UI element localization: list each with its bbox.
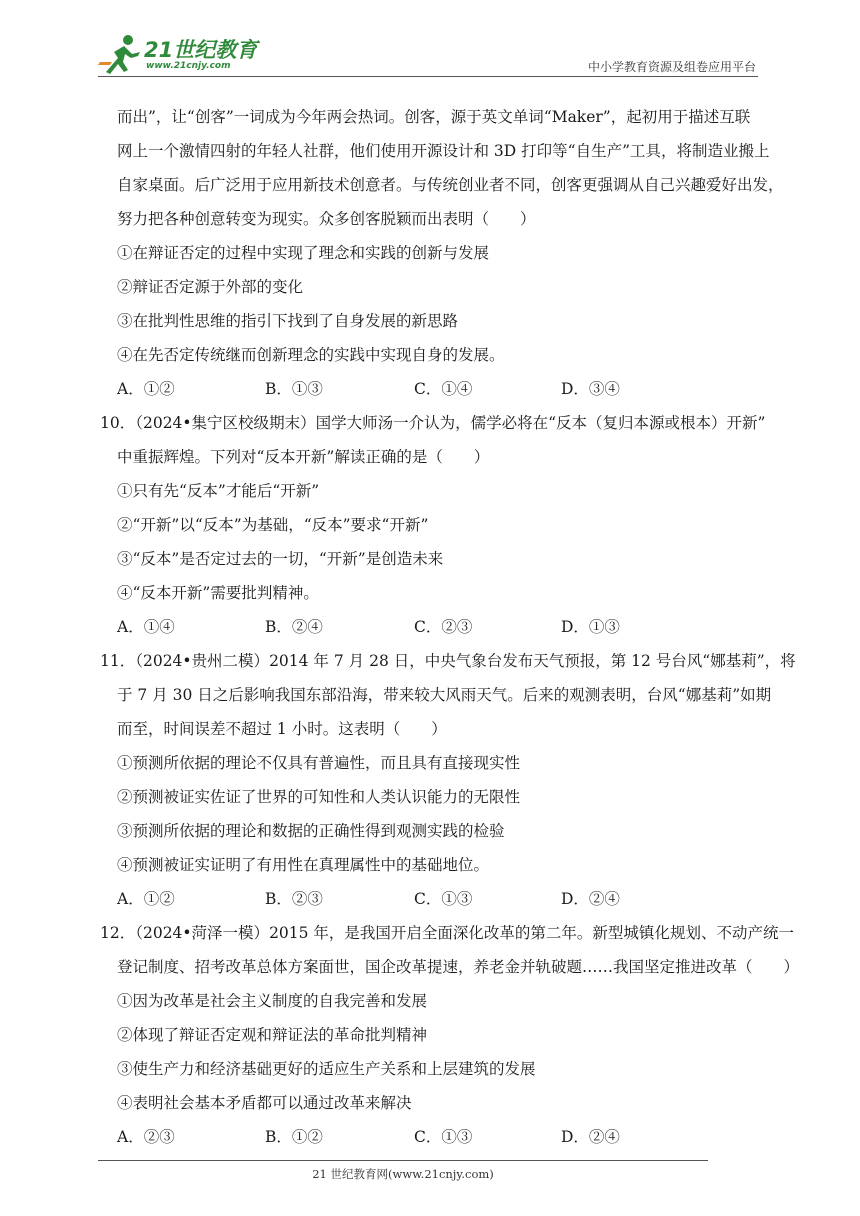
text-line: ④表明社会基本矛盾都可以通过改革来解决	[117, 1094, 412, 1112]
logo	[98, 32, 268, 76]
text-line: 自家桌面。后广泛用于应用新技术创意者。与传统创业者不同，创客更强调从自己兴趣爱好出发，	[117, 176, 784, 194]
answer-option-c: C．②③	[414, 618, 473, 636]
text-line: ②体现了辩证否定观和辩证法的革命批判精神	[117, 1026, 428, 1044]
answer-option-a: A．②③	[117, 1128, 175, 1146]
answer-option-a: A．①②	[117, 380, 175, 398]
answer-option-b: B．①③	[265, 380, 323, 398]
text-line: 登记制度、招考改革总体方案面世，国企改革提速，养老金并轨破题……我国坚定推进改革（ ）	[117, 958, 800, 976]
logo-text: 21世纪教育	[144, 38, 258, 62]
answer-option-a: A．①②	[117, 890, 175, 908]
text-line: 而出”，让“创客”一词成为今年两会热词。创客，源于英文单词“Maker”，起初用于描述互联	[117, 108, 751, 126]
text-line: ②“开新”以“反本”为基础，“反本”要求“开新”	[117, 516, 429, 534]
text-line: 而至，时间误差不超过 1 小时。这表明（ ）	[117, 720, 447, 738]
text-line: ④预测被证实证明了有用性在真理属性中的基础地位。	[117, 856, 490, 874]
text-line: 于 7 月 30 日之后影响我国东部沿海，带来较大风雨天气。后来的观测表明，台风“娜基莉”如期	[117, 686, 772, 704]
text-line: ①只有先“反本”才能后“开新”	[117, 482, 320, 500]
question-stem-line: 11．（2024•贵州二模）2014 年 7 月 28 日，中央气象台发布天气预报，第 12 号台风“娜基莉”，将	[100, 652, 796, 670]
runner-logo-icon	[98, 32, 144, 76]
text-line: ①在辩证否定的过程中实现了理念和实践的创新与发展	[117, 244, 490, 262]
text-line: ④在先否定传统继而创新理念的实践中实现自身的发展。	[117, 346, 505, 364]
answer-option-d: D．③④	[561, 380, 620, 398]
page-header	[98, 28, 758, 80]
text-line: ①因为改革是社会主义制度的自我完善和发展	[117, 992, 428, 1010]
text-line: ③“反本”是否定过去的一切，“开新”是创造未来	[117, 550, 444, 568]
answer-option-c: C．①③	[414, 890, 473, 908]
question-content	[100, 100, 800, 1154]
answer-option-d: D．②④	[561, 890, 620, 908]
question-stem-line: 12．（2024•菏泽一模）2015 年，是我国开启全面深化改革的第二年。新型城镇化规划、不动产统一	[100, 924, 794, 942]
answer-option-b: B．①②	[265, 1128, 323, 1146]
text-line: 网上一个激情四射的年轻人社群，他们使用开源设计和 3D 打印等“自生产”工具，将制造业搬上	[117, 142, 770, 160]
answer-options	[117, 882, 767, 916]
footer-divider	[98, 1160, 708, 1161]
text-line: ①预测所依据的理论不仅具有普遍性，而且具有直接现实性	[117, 754, 521, 772]
answer-option-c: C．①③	[414, 1128, 473, 1146]
text-line: 中重振辉煌。下列对“反本开新”解读正确的是（ ）	[117, 448, 490, 466]
text-line: ③使生产力和经济基础更好的适应生产关系和上层建筑的发展	[117, 1060, 536, 1078]
answer-option-d: D．②④	[561, 1128, 620, 1146]
header-divider	[98, 76, 758, 77]
answer-options	[117, 372, 767, 406]
header-platform-text: 中小学教育资源及组卷应用平台	[587, 60, 756, 74]
answer-option-c: C．①④	[414, 380, 473, 398]
answer-options	[117, 610, 767, 644]
text-line: ③在批判性思维的指引下找到了自身发展的新思路	[117, 312, 459, 330]
answer-option-b: B．②④	[265, 618, 323, 636]
text-line: ④“反本开新”需要批判精神。	[117, 584, 319, 602]
text-line: ③预测所依据的理论和数据的正确性得到观测实践的检验	[117, 822, 505, 840]
answer-option-a: A．①④	[117, 618, 175, 636]
text-line: ②预测被证实佐证了世界的可知性和人类认识能力的无限性	[117, 788, 521, 806]
answer-option-b: B．②③	[265, 890, 323, 908]
answer-options	[117, 1120, 767, 1154]
text-line: ②辩证否定源于外部的变化	[117, 278, 304, 296]
footer-text: 21 世纪教育网(www.21cnjy.com)	[312, 1167, 494, 1181]
logo-url: www.21cnjy.com	[146, 61, 231, 71]
text-line: 努力把各种创意转变为现实。众多创客脱颖而出表明（ ）	[117, 210, 536, 228]
answer-option-d: D．①③	[561, 618, 620, 636]
question-stem-line: 10．（2024•集宁区校级期末）国学大师汤一介认为，儒学必将在“反本（复归本源或根本）开新”	[100, 414, 766, 432]
